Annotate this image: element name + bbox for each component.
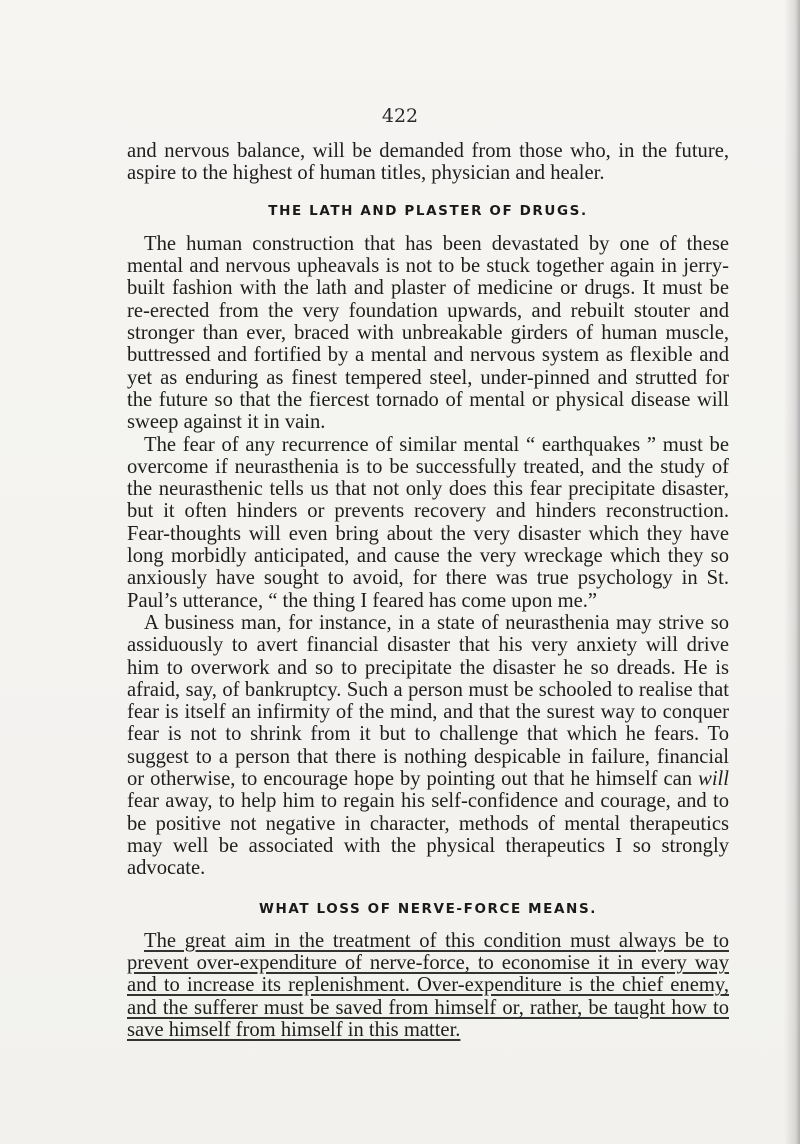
page-number: 422 <box>381 105 419 127</box>
paragraph-great-aim-underlined: The great aim in the treatment of this condition must always be to prevent over-expenditure of nerve-force, to economise it in every way and to increase its replenishment. Over-expenditure is the chief enemy, and the sufferer must be saved from himself or, rather, be taught how to save himself from himself in this matter. <box>127 929 729 1041</box>
page-content <box>127 140 729 1041</box>
paragraph-business-man-part1: A business man, for instance, in a state of neurasthenia may strive so assiduously to avert financial disaster that his very anxiety will drive him to overwork and so to precipitate the disaster he so dreads. He is afraid, say, of bankruptcy. Such a person must be schooled to realise that fear is itself an infirmity of the mind, and that the surest way to conquer fear is not to shrink from it but to challenge that which he fears. To suggest to a person that there is nothing despicable in failure, financial or otherwise, to encourage hope by pointing out that he himself can <box>127 611 729 791</box>
paragraph-fear-of-recurrence: The fear of any recurrence of similar mental “ earthquakes ” must be overcome if neurasthenia is to be successfully treated, and the study of the neurasthenic tells us that not only does this fear precipitate disaster, but it often hinders or prevents recovery and hinders reconstruction. Fear-thoughts will even bring about the very disaster which they have long morbidly anticipated, and cause the very wreckage which they so anxiously have sought to avoid, for there was true psychology in St. Paul’s utterance, “ the thing I feared has come upon me.” <box>127 433 729 612</box>
section-heading-loss-of-nerve-force: WHAT LOSS OF NERVE-FORCE MEANS. <box>259 900 597 917</box>
page-edge-shadow <box>784 0 800 1144</box>
paragraph-human-construction: The human construction that has been devastated by one of these mental and nervous upheavals is not to be stuck together again in jerry-built fashion with the lath and plaster of medicine or drugs. It must be re-erected from the very foundation upwards, and rebuilt stouter and stronger than ever, braced with unbreakable girders of human muscle, buttressed and fortified by a mental and nervous system as flexible and yet as enduring as finest tempered steel, under-pinned and strutted for the future so that the fiercest tornado of mental or physical disease will sweep against it in vain. <box>127 232 729 434</box>
paragraph-business-man <box>127 612 729 880</box>
section-heading-lath-and-plaster: THE LATH AND PLASTER OF DRUGS. <box>268 202 588 219</box>
opening-paragraph: and nervous balance, will be demanded from those who, in the future, aspire to the highest of human titles, physician and healer. <box>127 140 729 185</box>
emphasis-will: will <box>698 768 729 791</box>
paragraph-business-man-part2: fear away, to help him to regain his self-confidence and courage, and to be positive not negative in character, methods of mental therapeutics may well be associated with the physical therapeutics I so strongly advocate. <box>127 790 729 880</box>
